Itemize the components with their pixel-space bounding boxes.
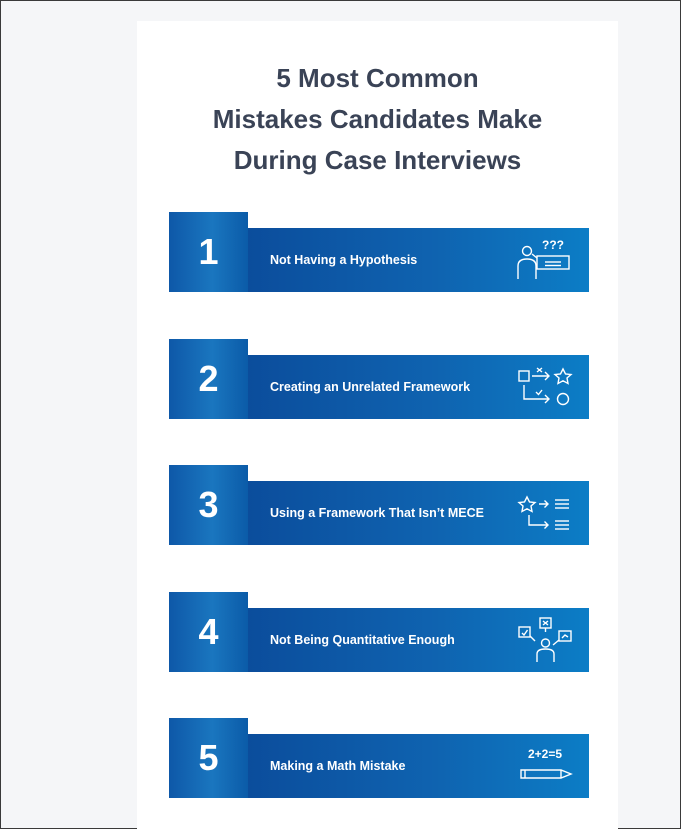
star-list-icon: [515, 487, 575, 539]
item-number: 3: [169, 465, 248, 545]
flow-arrows-icon: [515, 361, 575, 413]
person-question-icon: [515, 234, 575, 286]
item-label: Creating an Unrelated Framework: [270, 380, 471, 394]
item-label: Not Having a Hypothesis: [270, 253, 418, 267]
item-number: 5: [169, 718, 248, 798]
page-title: [137, 58, 618, 181]
svg-text:???: ???: [542, 238, 564, 252]
item-number: 2: [169, 339, 248, 419]
item-number: 4: [169, 592, 248, 672]
mistake-item-3: [169, 465, 589, 545]
title-line-1: 5 Most Common: [276, 63, 479, 93]
item-number: 1: [169, 212, 248, 292]
item-banner: [248, 355, 589, 419]
svg-text:2+2=5: 2+2=5: [527, 747, 563, 761]
item-label: Not Being Quantitative Enough: [270, 633, 455, 647]
item-banner: [248, 481, 589, 545]
mistake-item-1: [169, 212, 589, 292]
mistake-item-5: [169, 718, 589, 798]
item-banner: [248, 734, 589, 798]
title-line-3: During Case Interviews: [233, 145, 522, 175]
title-line-2: Mistakes Candidates Make: [212, 104, 543, 134]
item-banner: [248, 608, 589, 672]
person-charts-icon: [515, 614, 575, 666]
item-banner: [248, 228, 589, 292]
mistake-item-2: [169, 339, 589, 419]
pencil-math-icon: [515, 740, 575, 792]
mistake-item-4: [169, 592, 589, 672]
item-label: Making a Math Mistake: [270, 759, 406, 773]
item-label: Using a Framework That Isn’t MECE: [270, 506, 484, 520]
